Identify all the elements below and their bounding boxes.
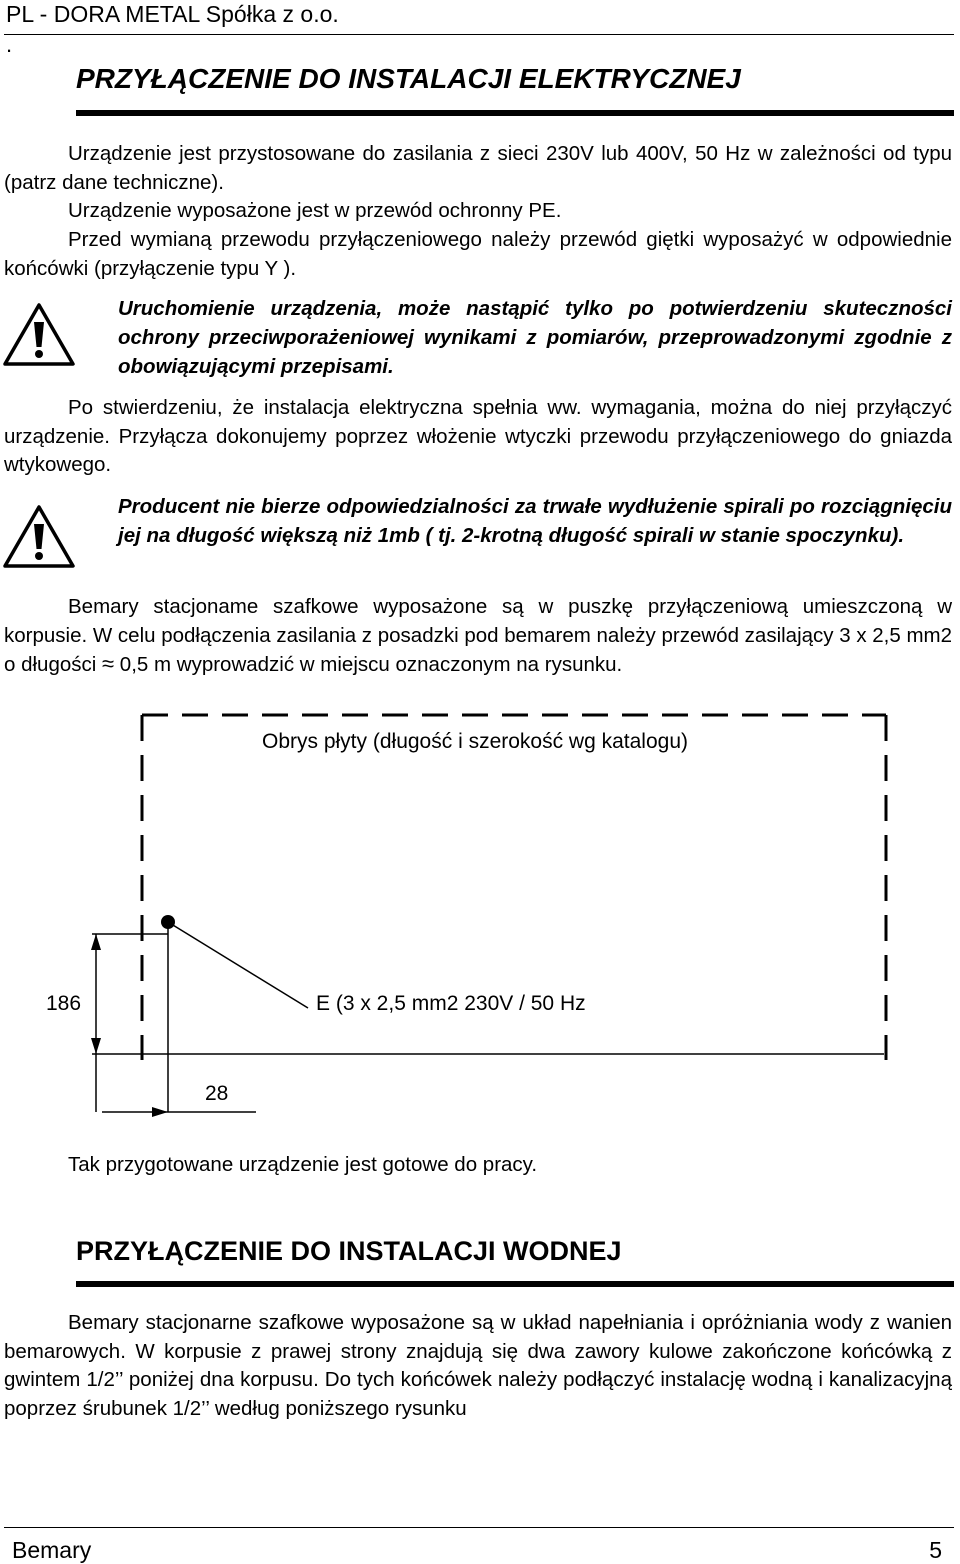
header-divider bbox=[4, 34, 954, 35]
connection-label: E (3 x 2,5 mm2 230V / 50 Hz bbox=[316, 992, 586, 1015]
dim-arrow-up bbox=[91, 934, 101, 950]
paragraph-pe-wire bbox=[4, 197, 952, 226]
header-company: PL - DORA METAL Spółka z o.o. bbox=[6, 1, 339, 27]
warning-protection-test: Uruchomienie urządzenia, może nastąpić tylko po potwierdzeniu skuteczności ochrony przeciwporażeniowej wynikami z pomiarów, przeprowadzonymi zgodnie z obowiązującymi przepisami. bbox=[118, 297, 952, 378]
dim-horizontal-label: 28 bbox=[205, 1082, 229, 1105]
paragraph-power-supply-text: Urządzenie jest przystosowane do zasilania z sieci 230V lub 400V, 50 Hz w zależności od typu (patrz dane techniczne). bbox=[4, 142, 952, 194]
paragraph-connection bbox=[4, 394, 952, 480]
footer-divider bbox=[4, 1527, 954, 1528]
connection-point-icon bbox=[161, 915, 175, 929]
paragraph-pe-wire-text: Urządzenie wyposażone jest w przewód ochronny PE. bbox=[68, 199, 562, 222]
warning-triangle-icon bbox=[2, 302, 76, 368]
page-number: 5 bbox=[929, 1537, 942, 1563]
header-dot: . bbox=[6, 32, 13, 57]
approx-icon: ≈ bbox=[102, 651, 115, 676]
paragraph-junction-box-text-end: 0,5 m wyprowadzić w miejscu oznaczonym na rysunku. bbox=[119, 653, 623, 676]
paragraph-ready bbox=[4, 1151, 952, 1180]
outline-label: Obrys płyty (długość i szerokość wg katalogu) bbox=[262, 730, 688, 753]
paragraph-cable-replacement-text: Przed wymianą przewodu przyłączeniowego należy przewód giętki wyposażyć w odpowiednie końcówki (przyłączenie typu Y ). bbox=[4, 228, 952, 280]
paragraph-connection-text: Po stwierdzeniu, że instalacja elektryczna spełnia ww. wymagania, można do niej przyłączyć urządzenie. Przyłącza dokonujemy poprzez włożenie wtyczki przewodu przyłączeniowego do gniazda wtykowego. bbox=[4, 396, 952, 476]
paragraph-water-text: Bemary stacjonarne szafkowe wyposażone są w układ napełniania i opróżniania wody z wanien bemarowych. W korpusie z prawej strony znajdują się dwa zawory kulowe zakończone końcówką z gwintem 1/2’’ poniżej dna korpusu. Do tych końcówek należy podłączyć instalację wodną i kanalizacyjną poprzez śrubunek 1/2’’ według poniższego rysunku bbox=[4, 1311, 952, 1420]
connection-diagram bbox=[0, 700, 960, 1130]
section-water-rule bbox=[76, 1281, 954, 1287]
leader-line bbox=[168, 922, 308, 1008]
dim-arrow-h bbox=[152, 1107, 168, 1117]
paragraph-junction-box-text: Bemary stacjoname szafkowe wyposażone są w puszkę przyłączeniową umieszczoną w korpusie. W celu podłączenia zasilania z posadzki pod bemarem należy przewód zasilający 3 x 2,5 mm2 o długości bbox=[4, 595, 953, 676]
paragraph-power-supply bbox=[4, 140, 952, 197]
footer-title: Bemary bbox=[12, 1537, 92, 1563]
paragraph-ready-text: Tak przygotowane urządzenie jest gotowe do pracy. bbox=[68, 1153, 538, 1176]
section-water-title: PRZYŁĄCZENIE DO INSTALACJI WODNEJ bbox=[76, 1236, 622, 1266]
section-electrical-title: PRZYŁĄCZENIE DO INSTALACJI ELEKTRYCZNEJ bbox=[76, 63, 741, 94]
paragraph-water bbox=[4, 1309, 952, 1423]
paragraph-cable-replacement bbox=[4, 226, 952, 283]
paragraph-junction-box bbox=[4, 593, 952, 680]
section-electrical-rule bbox=[76, 110, 954, 116]
warning-spiral-length: Producent nie bierze odpowiedzialności za trwałe wydłużenie spirali po rozciągnięciu jej na długość większą niż 1mb ( tj. 2-krotną długość spirali w stanie spoczynku). bbox=[118, 495, 952, 547]
dim-arrow-down bbox=[91, 1038, 101, 1054]
warning-triangle-icon bbox=[2, 504, 76, 570]
dim-vertical-label: 186 bbox=[46, 992, 82, 1015]
